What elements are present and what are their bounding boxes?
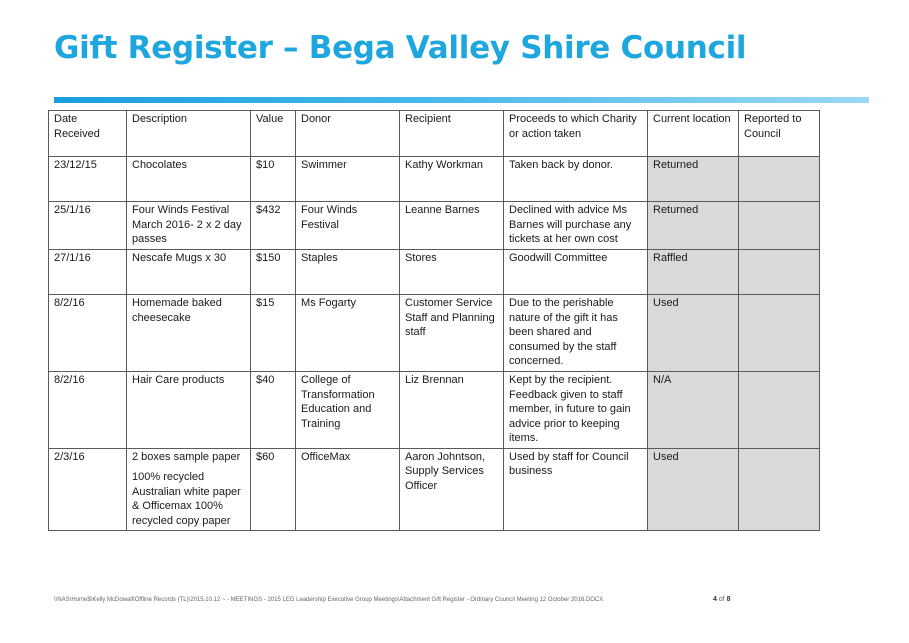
cell-action: Kept by the recipient. Feedback given to staff member, in future to gain advice prior to keeping items. (504, 372, 648, 449)
description-main: 2 boxes sample paper (132, 450, 241, 463)
cell-date: 8/2/16 (49, 372, 127, 449)
cell-action: Declined with advice Ms Barnes will purchase any tickets at her own cost (504, 202, 648, 250)
cell-reported (739, 448, 820, 531)
header-current-location: Current location (648, 111, 739, 157)
page-of: of (718, 596, 725, 603)
page-current: 4 (713, 596, 717, 603)
cell-recipient: Leanne Barnes (400, 202, 504, 250)
cell-value: $60 (251, 448, 296, 531)
cell-donor: Staples (296, 250, 400, 295)
header-value: Value (251, 111, 296, 157)
table-row (49, 372, 820, 449)
cell-description: Homemade baked cheesecake (127, 295, 251, 372)
table-row (49, 202, 820, 250)
cell-donor: College of Transformation Education and Training (296, 372, 400, 449)
cell-description: Four Winds Festival March 2016- 2 x 2 day passes (127, 202, 251, 250)
table-row (49, 295, 820, 372)
page-title: Gift Register – Bega Valley Shire Council (54, 30, 747, 66)
cell-recipient: Aaron Johntson, Supply Services Officer (400, 448, 504, 531)
cell-value: $432 (251, 202, 296, 250)
header-date-received: Date Received (49, 111, 127, 157)
cell-reported (739, 250, 820, 295)
cell-reported (739, 295, 820, 372)
footer-page-number (713, 596, 731, 603)
cell-action: Due to the perishable nature of the gift it has been shared and consumed by the staff concerned. (504, 295, 648, 372)
cell-date: 8/2/16 (49, 295, 127, 372)
cell-date: 25/1/16 (49, 202, 127, 250)
cell-value: $40 (251, 372, 296, 449)
header-row (49, 111, 820, 157)
cell-date: 27/1/16 (49, 250, 127, 295)
cell-value: $15 (251, 295, 296, 372)
cell-action: Used by staff for Council business (504, 448, 648, 531)
cell-action: Taken back by donor. (504, 157, 648, 202)
title-underline (54, 97, 869, 103)
cell-description: Hair Care products (127, 372, 251, 449)
header-recipient: Recipient (400, 111, 504, 157)
header-description: Description (127, 111, 251, 157)
cell-recipient: Customer Service Staff and Planning staff (400, 295, 504, 372)
header-reported: Reported to Council (739, 111, 820, 157)
cell-recipient: Kathy Workman (400, 157, 504, 202)
cell-action: Goodwill Committee (504, 250, 648, 295)
page-total: 8 (726, 596, 731, 603)
cell-date: 23/12/15 (49, 157, 127, 202)
cell-location: N/A (648, 372, 739, 449)
table-row (49, 448, 820, 531)
cell-reported (739, 202, 820, 250)
table-row (49, 157, 820, 202)
cell-description: Chocolates (127, 157, 251, 202)
cell-description: Nescafe Mugs x 30 (127, 250, 251, 295)
cell-reported (739, 372, 820, 449)
cell-description (127, 448, 251, 531)
cell-value: $10 (251, 157, 296, 202)
cell-donor: Swimmer (296, 157, 400, 202)
description-extra: 100% recycled Australian white paper & Officemax 100% recycled copy paper (132, 471, 241, 527)
cell-location: Raffled (648, 250, 739, 295)
footer-file-path: \\NAS\Home$\Kelly McDowall\Offline Records (TL)\2015.10.12 ~ - MEETINGS - 2015 LEG Leadership Executive Group Meetings\Attachment Gift Register - Ordinary Council Meeting 12 October 2016.DOCX (54, 597, 604, 603)
cell-recipient: Stores (400, 250, 504, 295)
cell-location: Returned (648, 157, 739, 202)
cell-donor: OfficeMax (296, 448, 400, 531)
gift-register-table (48, 110, 820, 531)
cell-location: Used (648, 295, 739, 372)
cell-location: Used (648, 448, 739, 531)
cell-date: 2/3/16 (49, 448, 127, 531)
cell-recipient: Liz Brennan (400, 372, 504, 449)
cell-location: Returned (648, 202, 739, 250)
header-donor: Donor (296, 111, 400, 157)
cell-donor: Four Winds Festival (296, 202, 400, 250)
cell-donor: Ms Fogarty (296, 295, 400, 372)
table-row (49, 250, 820, 295)
cell-value: $150 (251, 250, 296, 295)
cell-reported (739, 157, 820, 202)
header-proceeds: Proceeds to which Charity or action taken (504, 111, 648, 157)
